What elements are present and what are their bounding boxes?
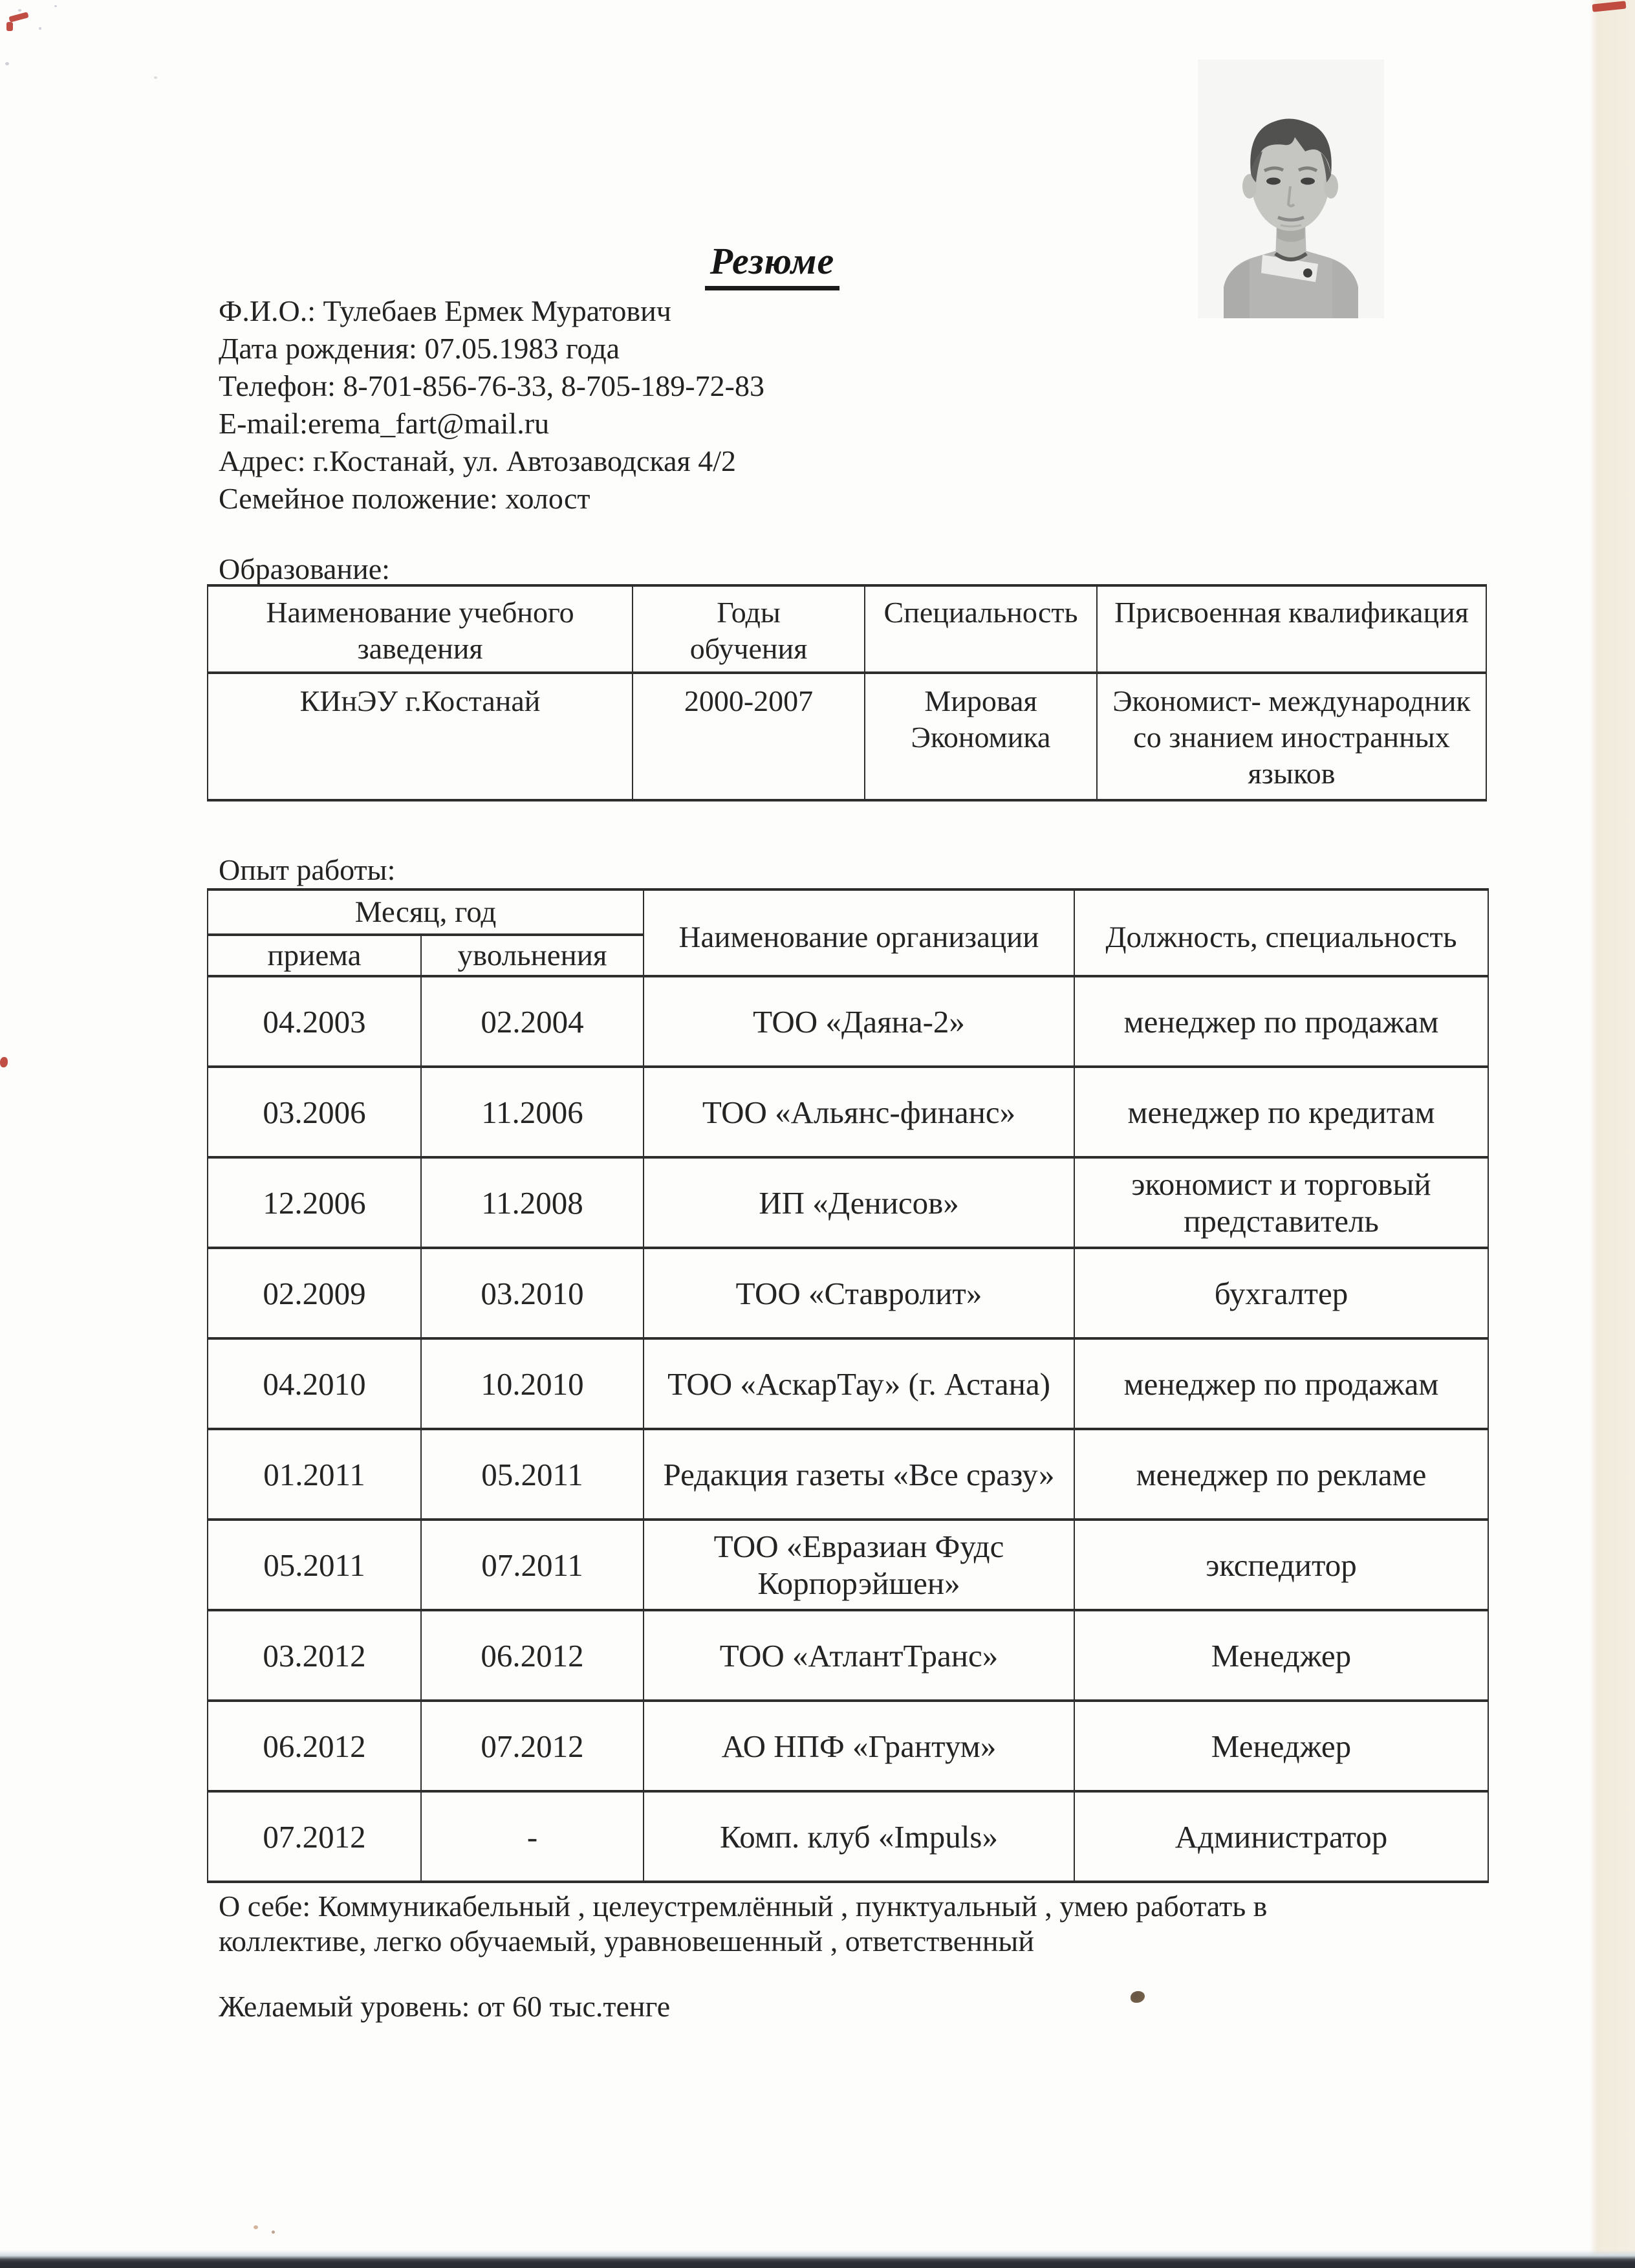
scanner-bottom-strip (0, 2250, 1635, 2268)
experience-cell-to: 03.2010 (421, 1248, 644, 1338)
experience-cell-org: ТОО «АтлантТранс» (644, 1610, 1074, 1701)
experience-cell-from: 07.2012 (208, 1791, 421, 1882)
experience-cell-to: 10.2010 (421, 1338, 644, 1429)
experience-cell-from: 04.2010 (208, 1338, 421, 1429)
education-section-label: Образование: (219, 552, 390, 585)
education-table (207, 584, 1487, 801)
personal-info (219, 292, 1189, 518)
about-section (219, 1889, 1499, 1959)
experience-cell-position: менеджер по продажам (1074, 976, 1488, 1067)
experience-row (208, 1520, 1488, 1610)
paper-edge-shadow (1590, 0, 1635, 2268)
experience-row (208, 1429, 1488, 1520)
education-row (208, 673, 1486, 800)
education-header-specialty: Специальность (865, 585, 1097, 673)
experience-header-fired: увольнения (421, 935, 644, 976)
experience-cell-to: 07.2011 (421, 1520, 644, 1610)
experience-row (208, 1338, 1488, 1429)
experience-cell-org: АО НПФ «Грантум» (644, 1701, 1074, 1791)
page-title-wrap (611, 241, 934, 290)
personal-line-email: E-mail:erema_fart@mail.ru (219, 407, 550, 440)
experience-row (208, 1610, 1488, 1701)
experience-cell-position: экономист и торговый представитель (1074, 1157, 1488, 1248)
experience-cell-position: экспедитор (1074, 1520, 1488, 1610)
experience-cell-to: 11.2006 (421, 1067, 644, 1157)
scan-noise-dot (54, 5, 57, 7)
about-line-1: О себе: Коммуникабельный , целеустремлённый , пунктуальный , умею работать в (219, 1890, 1268, 1923)
personal-line-phone: Телефон: 8-701-856-76-33, 8-705-189-72-83 (219, 369, 764, 402)
education-cell-years: 2000-2007 (633, 673, 865, 800)
personal-line-fio: Ф.И.О.: Тулебаев Ермек Муратович (219, 294, 671, 327)
education-header-row (208, 585, 1486, 673)
experience-cell-from: 04.2003 (208, 976, 421, 1067)
education-header-qualification: Присвоенная квалификация (1097, 585, 1486, 673)
experience-cell-to: 11.2008 (421, 1157, 644, 1248)
experience-cell-org: ТОО «Евразиан Фудс Корпорэйшен» (644, 1520, 1074, 1610)
experience-cell-to: 05.2011 (421, 1429, 644, 1520)
experience-cell-position: Администратор (1074, 1791, 1488, 1882)
experience-row (208, 1157, 1488, 1248)
about-line-2: коллективе, легко обучаемый, уравновешенный , ответственный (219, 1925, 1034, 1957)
experience-cell-org: ИП «Денисов» (644, 1157, 1074, 1248)
experience-cell-to: 06.2012 (421, 1610, 644, 1701)
ink-speck (1131, 1991, 1145, 2003)
education-cell-qualification: Экономист- международник со знанием иностранных языков (1097, 673, 1486, 800)
experience-cell-org: ТОО «Ставролит» (644, 1248, 1074, 1338)
education-cell-institution: КИнЭУ г.Костанай (208, 673, 633, 800)
dust-speck (254, 2225, 258, 2229)
experience-cell-org: ТОО «Альянс-финанс» (644, 1067, 1074, 1157)
experience-cell-org: Редакция газеты «Все сразу» (644, 1429, 1074, 1520)
scan-noise-dot (39, 27, 41, 30)
experience-cell-to: - (421, 1791, 644, 1882)
red-pen-mark (6, 22, 13, 31)
portrait-photo (1198, 60, 1384, 318)
experience-row (208, 1701, 1488, 1791)
experience-header-month-year: Месяц, год (208, 889, 644, 935)
red-pen-mark (0, 1057, 8, 1067)
education-header-years: Годы обучения (633, 585, 865, 673)
experience-cell-from: 02.2009 (208, 1248, 421, 1338)
experience-cell-org: ТОО «АскарТау» (г. Астана) (644, 1338, 1074, 1429)
personal-line-birthdate: Дата рождения: 07.05.1983 года (219, 332, 620, 365)
experience-cell-position: Менеджер (1074, 1610, 1488, 1701)
experience-header-position: Должность, специальность (1074, 889, 1488, 976)
experience-row (208, 1248, 1488, 1338)
scan-noise-dot (18, 9, 21, 12)
scan-noise-dot (154, 76, 157, 79)
experience-cell-from: 01.2011 (208, 1429, 421, 1520)
experience-cell-position: менеджер по кредитам (1074, 1067, 1488, 1157)
personal-line-marital: Семейное положение: холост (219, 482, 590, 515)
experience-cell-position: менеджер по продажам (1074, 1338, 1488, 1429)
experience-cell-org: ТОО «Даяна-2» (644, 976, 1074, 1067)
red-pen-mark (8, 12, 28, 22)
experience-header-organization: Наименование организации (644, 889, 1074, 976)
experience-cell-from: 06.2012 (208, 1701, 421, 1791)
experience-cell-position: менеджер по рекламе (1074, 1429, 1488, 1520)
experience-section-label: Опыт работы: (219, 853, 396, 886)
experience-cell-org: Комп. клуб «Impuls» (644, 1791, 1074, 1882)
dust-speck (272, 2230, 275, 2234)
education-header-institution: Наименование учебного заведения (208, 585, 633, 673)
experience-cell-from: 03.2012 (208, 1610, 421, 1701)
scan-noise-dot (5, 62, 9, 65)
personal-line-address: Адрес: г.Костанай, ул. Автозаводская 4/2 (219, 444, 736, 477)
experience-cell-position: бухгалтер (1074, 1248, 1488, 1338)
experience-header-hired: приема (208, 935, 421, 976)
experience-cell-to: 02.2004 (421, 976, 644, 1067)
experience-row (208, 1067, 1488, 1157)
experience-table (207, 888, 1489, 1883)
experience-header-row-1 (208, 889, 1488, 935)
experience-cell-from: 05.2011 (208, 1520, 421, 1610)
desired-salary: Желаемый уровень: от 60 тыс.тенге (219, 1990, 671, 2023)
experience-row (208, 1791, 1488, 1882)
experience-cell-to: 07.2012 (421, 1701, 644, 1791)
experience-cell-from: 12.2006 (208, 1157, 421, 1248)
experience-row (208, 976, 1488, 1067)
education-cell-specialty: Мировая Экономика (865, 673, 1097, 800)
page-title: Резюме (705, 241, 840, 290)
experience-cell-from: 03.2006 (208, 1067, 421, 1157)
experience-cell-position: Менеджер (1074, 1701, 1488, 1791)
